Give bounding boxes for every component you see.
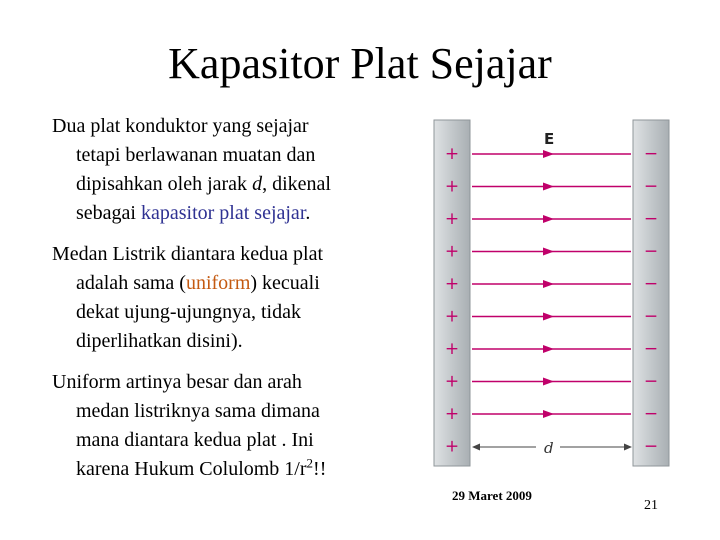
highlighted-term: uniform bbox=[185, 272, 251, 294]
negative-charge-icon: − bbox=[643, 241, 659, 262]
field-line bbox=[472, 378, 631, 386]
field-arrow-icon bbox=[543, 410, 554, 418]
text-run: Dua plat konduktor yang sejajar bbox=[52, 115, 309, 137]
highlighted-term: kapasitor plat sejajar bbox=[140, 202, 306, 224]
negative-charge-icon: − bbox=[643, 339, 659, 359]
paragraph-line bbox=[52, 298, 422, 327]
text-run: , dikenal bbox=[262, 173, 331, 195]
field-arrow-icon bbox=[543, 313, 554, 321]
distance-label: d bbox=[544, 439, 554, 457]
paragraph-line bbox=[52, 426, 422, 455]
positive-charge-icon: + bbox=[444, 306, 460, 327]
field-arrow-icon bbox=[543, 183, 554, 191]
text-run: medan listriknya sama dimana bbox=[76, 400, 320, 422]
field-arrow-icon bbox=[543, 345, 554, 353]
paragraph-line bbox=[52, 327, 422, 356]
positive-charge-icon: + bbox=[444, 241, 460, 262]
paragraph-uniform-meaning bbox=[52, 368, 422, 484]
text-run: Uniform artinya besar dan arah bbox=[52, 371, 302, 393]
text-run: . bbox=[305, 202, 311, 224]
paragraph-line bbox=[52, 368, 422, 397]
slide-title: Kapasitor Plat Sejajar bbox=[168, 39, 552, 88]
field-arrow-icon bbox=[543, 280, 554, 288]
field-arrow-icon bbox=[543, 150, 554, 158]
field-arrow-icon bbox=[543, 215, 554, 223]
text-run: dipisahkan oleh jarak bbox=[76, 173, 253, 195]
negative-charge-icon: − bbox=[643, 306, 659, 327]
paragraph-line bbox=[52, 269, 422, 298]
text-run: Medan Listrik diantara kedua plat bbox=[52, 243, 324, 265]
text-run: d bbox=[252, 173, 263, 195]
field-line bbox=[472, 313, 631, 321]
field-line bbox=[472, 150, 631, 158]
parallel-plate-capacitor-diagram bbox=[432, 118, 677, 474]
positive-charge-icon: + bbox=[444, 404, 460, 424]
paragraph-line bbox=[52, 397, 422, 426]
positive-charge-icon: + bbox=[444, 176, 460, 197]
field-line bbox=[472, 215, 631, 223]
negative-charge-icon: − bbox=[643, 436, 659, 457]
negative-charge-icon: − bbox=[643, 209, 659, 229]
paragraph-line bbox=[52, 240, 422, 269]
text-run: adalah sama ( bbox=[76, 272, 186, 294]
negative-charge-icon: − bbox=[643, 176, 659, 197]
field-line bbox=[472, 248, 631, 256]
positive-charge-icon: + bbox=[444, 371, 460, 392]
positive-charge-icon: + bbox=[444, 339, 460, 359]
paragraph-line bbox=[52, 141, 422, 170]
distance-indicator bbox=[472, 439, 632, 457]
field-arrow-icon bbox=[543, 378, 554, 386]
footer-date: 29 Maret 2009 bbox=[452, 488, 532, 503]
positive-charge-icon: + bbox=[444, 436, 460, 457]
field-line bbox=[472, 183, 631, 191]
positive-charge-icon: + bbox=[444, 209, 460, 229]
paragraph-line bbox=[52, 455, 422, 484]
negative-charge-icon: − bbox=[643, 144, 659, 164]
page-number: 21 bbox=[644, 498, 658, 513]
positive-charge-icon: + bbox=[444, 274, 460, 294]
text-run: mana diantara kedua plat . Ini bbox=[76, 429, 314, 451]
field-label: E bbox=[544, 130, 555, 148]
text-run: 2 bbox=[306, 455, 314, 471]
field-line bbox=[472, 410, 631, 418]
negative-charge-icon: − bbox=[643, 274, 659, 294]
field-arrow-icon bbox=[543, 248, 554, 256]
text-run: diperlihatkan disini). bbox=[76, 330, 243, 352]
field-line bbox=[472, 280, 631, 288]
text-run: sebagai bbox=[76, 202, 141, 224]
paragraph-line bbox=[52, 199, 422, 228]
paragraph-line bbox=[52, 170, 422, 199]
negative-charge-icon: − bbox=[643, 371, 659, 392]
text-run: tetapi berlawanan muatan dan bbox=[76, 144, 316, 166]
paragraph-line bbox=[52, 112, 422, 141]
paragraph-uniform-field bbox=[52, 240, 422, 356]
negative-charge-icon: − bbox=[643, 404, 659, 424]
text-run: karena Hukum Colulomb 1/r bbox=[76, 458, 307, 480]
paragraph-definition bbox=[52, 112, 422, 228]
positive-charge-icon: + bbox=[444, 144, 460, 164]
text-run: dekat ujung-ujungnya, tidak bbox=[76, 301, 301, 323]
text-run: ) kecuali bbox=[250, 272, 320, 294]
field-line bbox=[472, 345, 631, 353]
text-run: !! bbox=[313, 458, 327, 480]
